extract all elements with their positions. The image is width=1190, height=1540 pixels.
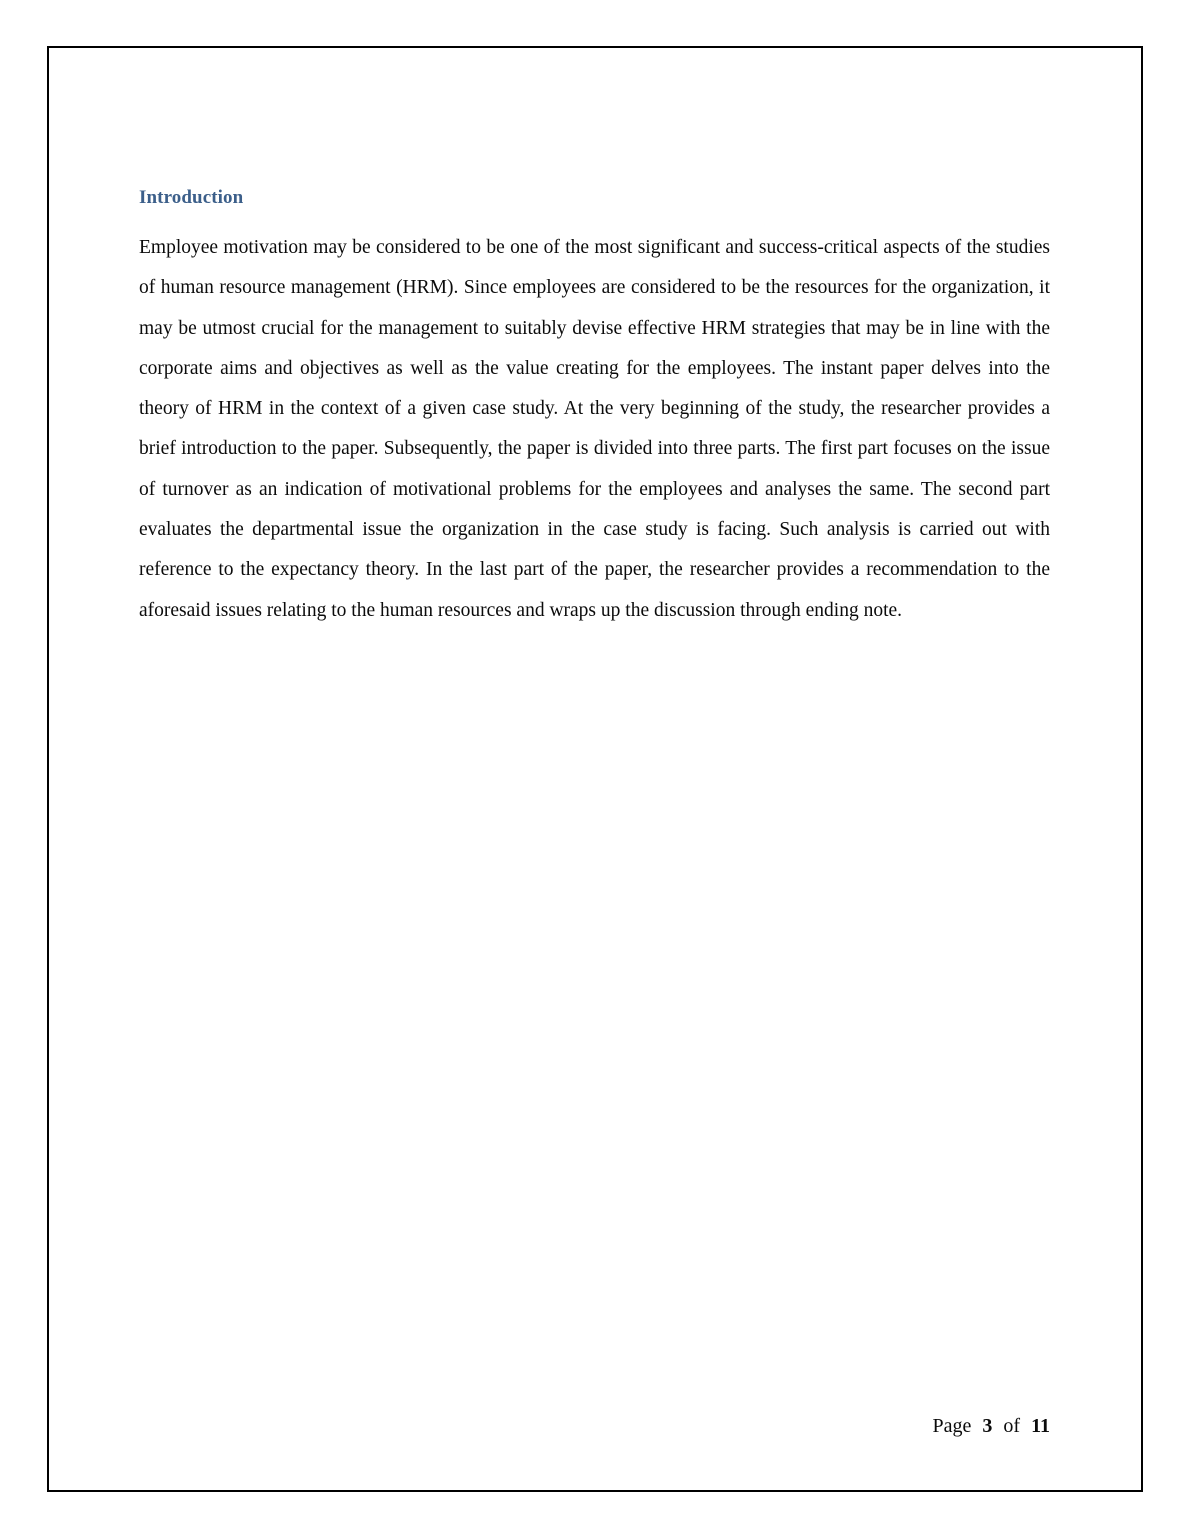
footer-label-page: Page bbox=[932, 1415, 972, 1437]
footer-label-of: of bbox=[1003, 1415, 1021, 1437]
section-heading-introduction: Introduction bbox=[139, 187, 244, 208]
page-content bbox=[139, 186, 1050, 631]
footer-current-page: 3 bbox=[982, 1415, 993, 1437]
introduction-paragraph: Employee motivation may be considered to be one of the most significant and success-critical aspects of the studies of human resource management (HRM). Since employees are considered to be the resources for the organization, it may be utmost crucial for the management to suitably devise effective HRM strategies that may be in line with the corporate aims and objectives as well as the value creating for the employees. The instant paper delves into the theory of HRM in the context of a given case study. At the very beginning of the study, the researcher provides a brief introduction to the paper. Subsequently, the paper is divided into three parts. The first part focuses on the issue of turnover as an indication of motivational problems for the employees and analyses the same. The second part evaluates the departmental issue the organization in the case study is facing. Such analysis is carried out with reference to the expectancy theory. In the last part of the paper, the researcher provides a recommendation to the aforesaid issues relating to the human resources and wraps up the discussion through ending note. bbox=[139, 237, 1050, 621]
footer-total-pages: 11 bbox=[1031, 1415, 1050, 1437]
page-number-footer bbox=[139, 1412, 1050, 1440]
